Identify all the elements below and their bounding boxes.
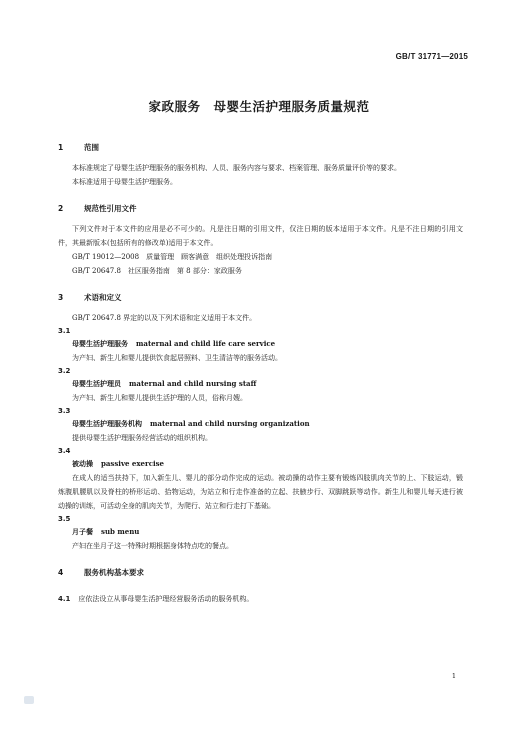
term-heading	[58, 377, 463, 391]
page-number: 1	[451, 672, 456, 680]
term-number: 3.5	[58, 515, 71, 523]
section-number: 2	[58, 204, 64, 213]
term-number: 3.4	[58, 447, 71, 455]
document-body	[58, 142, 463, 606]
term-chinese: 被动操	[72, 460, 93, 468]
section-1-heading	[58, 142, 463, 153]
term-number: 3.3	[58, 407, 71, 415]
term-english: maternal and child nursing organization	[150, 419, 310, 428]
section-title: 范围	[84, 143, 99, 152]
scan-watermark-icon	[24, 696, 34, 704]
section-number: 1	[58, 143, 64, 152]
section-title: 服务机构基本要求	[84, 568, 144, 577]
term-definition: 为产妇、新生儿和婴儿提供生活护理的人员，俗称月嫂。	[72, 394, 247, 402]
term-english: maternal and child nursing staff	[129, 379, 257, 388]
term-heading	[58, 457, 463, 471]
term-definition: 提供母婴生活护理服务经营活动的组织机构。	[72, 434, 212, 442]
term-chinese: 母婴生活护理服务机构	[72, 420, 142, 428]
terms-intro: GB/T 20647.8 界定的以及下列术语和定义适用于本文件。	[72, 314, 257, 322]
term-english: passive exercise	[101, 459, 165, 468]
term-definition: 在成人的适当扶持下，加入新生儿、婴儿的部分动作完成的运动。被动操的动作主要有锻炼四肢肌肉关节的上、下肢运动，锻炼腹肌腰肌以及脊柱的桥形运动、拾物运动，为站立和行走作准备的立起、扶腋步行、双脚跳跃等动作。新生儿和婴儿每天进行被动操的训练，可活动全身的肌肉关节，为爬行、站立和行走打下基础。	[58, 474, 463, 510]
clause-number: 4.1	[58, 595, 71, 603]
document-title: 家政服务 母婴生活护理服务质量规范	[148, 99, 370, 114]
clause-4-1	[58, 592, 463, 606]
term-number: 3.1	[58, 327, 71, 335]
reference-item: GB/T 19012—2008 质量管理 顾客满意 组织处理投诉指南	[72, 253, 273, 261]
term-english: maternal and child life care service	[136, 339, 276, 348]
section-2-heading	[58, 203, 463, 214]
section-title: 术语和定义	[84, 293, 122, 302]
term-heading	[58, 417, 463, 431]
standard-code: GB/T 31771—2015	[395, 52, 468, 61]
term-number: 3.2	[58, 367, 71, 375]
term-heading	[58, 337, 463, 351]
term-definition: 为产妇、新生儿和婴儿提供饮食起居照料、卫生清洁等的服务活动。	[72, 354, 282, 362]
section-title: 规范性引用文件	[84, 204, 137, 213]
reference-item: GB/T 20647.8 社区服务指南 第 8 部分：家政服务	[72, 267, 242, 275]
term-heading	[58, 525, 463, 539]
term-chinese: 月子餐	[72, 528, 93, 536]
term-chinese: 母婴生活护理员	[72, 380, 121, 388]
section-number: 3	[58, 293, 64, 302]
scope-paragraph: 本标准规定了母婴生活护理服务的服务机构、人员、服务内容与要求、档案管理、服务质量评价等的要求。	[72, 164, 401, 172]
section-number: 4	[58, 568, 64, 577]
term-chinese: 母婴生活护理服务	[72, 340, 128, 348]
section-3-heading	[58, 292, 463, 303]
scope-applicability: 本标准适用于母婴生活护理服务。	[72, 178, 177, 186]
clause-text: 应依法设立从事母婴生活护理经营服务活动的服务机构。	[78, 595, 254, 603]
section-4-heading	[58, 567, 463, 578]
normative-references-intro: 下列文件对于本文件的应用是必不可少的。凡是注日期的引用文件，仅注日期的版本适用于本文件。凡是不注日期的引用文件，其最新版本(包括所有的修改单)适用于本文件。	[58, 225, 463, 247]
term-definition: 产妇在坐月子这一特殊时期根据身体特点吃的餐点。	[72, 542, 233, 550]
term-english: sub menu	[101, 527, 140, 536]
